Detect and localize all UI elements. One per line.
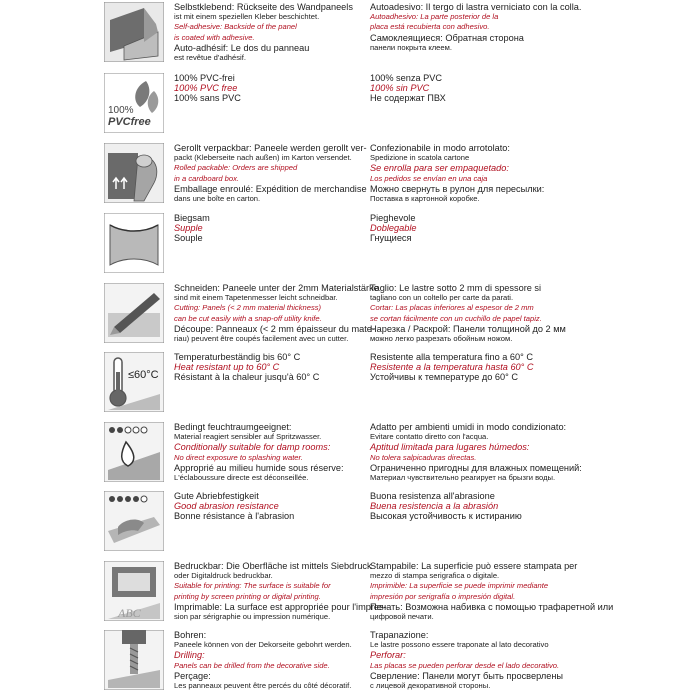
feature-line: Сверление: Панели могут быть просверлены (370, 670, 564, 681)
feature-text-left (174, 352, 319, 383)
feature-line: Bohren: (174, 630, 207, 640)
feature-line: Rolled packable: Orders are shipped (174, 163, 298, 173)
feature-line: Устойчивы к температуре до 60° C (370, 372, 518, 383)
feature-line: Se enrolla para ser empaquetado: (370, 163, 509, 174)
feature-line: Approprié au milieu humide sous réserve: (174, 462, 344, 473)
temperature-limit-label: ≤60°C (128, 369, 159, 381)
feature-line: ist mit einem speziellen Kleber beschichtet. (174, 12, 320, 22)
feature-text-left (174, 2, 353, 63)
feature-line: No direct exposure to splashing water. (174, 452, 303, 462)
feature-line: Drilling: (174, 650, 205, 661)
feature-line: Biegsam (174, 213, 210, 223)
feature-line: Self-adhesive: Backside of the panel (174, 22, 297, 32)
pvc-free-icon (104, 73, 164, 133)
feature-line: Pieghevole (370, 213, 416, 223)
feature-line: Печать: Возможна набивка с помощью трафаретной или (370, 601, 614, 612)
feature-text-left (174, 213, 210, 244)
feature-line: Самоклеящиеся: Обратная сторона (370, 32, 524, 43)
feature-line: Paneele können von der Dekorseite gebohrt werden. (174, 640, 352, 650)
drilling-icon (104, 630, 164, 690)
feature-line: Adatto per ambienti umidi in modo condizionato: (370, 422, 567, 432)
feature-line: цифровой печати. (370, 612, 434, 622)
feature-line: Bonne résistance à l'abrasion (174, 511, 295, 522)
feature-line: Conditionally suitable for damp rooms: (174, 442, 331, 453)
feature-line: Le lastre possono essere traponate al lato decorativo (370, 640, 549, 650)
feature-line: dans une boîte en carton. (174, 194, 261, 204)
feature-line: Résistant à la chaleur jusqu'à 60° C (174, 372, 320, 383)
feature-line: Высокая устойчивость к истиранию (370, 511, 522, 522)
feature-line: L'éclaboussure directe est déconseillée. (174, 473, 309, 483)
feature-line: sind mit einem Tapetenmesser leicht schneidbar. (174, 293, 338, 303)
feature-line: Découpe: Panneaux (< 2 mm épaisseur du mate- (174, 323, 375, 334)
feature-line: printing by screen printing or digital printing. (174, 591, 321, 601)
feature-line: Поставка в картонной коробке. (370, 194, 480, 204)
feature-line: Souple (174, 233, 203, 244)
feature-text-right (370, 491, 522, 522)
feature-line: Ограниченно пригодны для влажных помещений: (370, 462, 582, 473)
self-adhesive-icon (104, 2, 164, 62)
feature-text-left (174, 630, 352, 691)
feature-line: Spedizione in scatola cartone (370, 153, 470, 163)
feature-text-right (370, 73, 446, 104)
feature-line: placa está recubierta con adhesivo. (370, 22, 490, 32)
feature-text-right (370, 422, 582, 483)
feature-line: Suitable for printing: The surface is suitable for (174, 581, 331, 591)
feature-line: панели покрыта клеем. (370, 42, 452, 52)
feature-line: Panels can be drilled from the decorative side. (174, 660, 330, 670)
feature-line: 100% senza PVC (370, 73, 443, 83)
feature-line: 100% PVC free (174, 83, 238, 94)
feature-line: Les panneaux peuvent être percés du côté décoratif. (174, 681, 352, 691)
print-sample-text: ABC (118, 606, 141, 620)
feature-line: oder Digitaldruck bedruckbar. (174, 571, 273, 581)
feature-line: Confezionabile in modo arrotolato: (370, 143, 510, 153)
feature-line: Perçage: (174, 670, 211, 681)
feature-line: Нарезка / Раскрой: Панели толщиной до 2 мм (370, 323, 566, 334)
feature-text-right (370, 561, 613, 622)
feature-line: Selbstklebend: Rückseite des Wandpaneels (174, 2, 353, 12)
feature-line: No tolera salpicaduras directas. (370, 452, 477, 462)
feature-line: Emballage enroulé: Expédition de merchandise (174, 183, 367, 194)
feature-line: Perforar: (370, 650, 406, 661)
damp-room-icon (104, 422, 164, 482)
feature-line: riau) peuvent être coupés facilement avec un cutter. (174, 334, 349, 344)
feature-line: Stampabile: La superficie può essere stampata per (370, 561, 578, 571)
feature-text-left (174, 143, 367, 204)
feature-text-right (370, 213, 417, 244)
feature-text-right (370, 630, 563, 691)
feature-line: Imprimible: La superficie se puede imprimir mediante (370, 581, 549, 591)
feature-line: Не содержат ПВХ (370, 93, 446, 104)
feature-line: packt (Kleberseite nach außen) im Karton versendet. (174, 153, 352, 163)
feature-line: Resistente a la temperatura hasta 60° C (370, 362, 534, 373)
feature-text-left (174, 422, 344, 483)
feature-line: Good abrasion resistance (174, 501, 279, 512)
feature-line: is coated with adhesive. (174, 32, 255, 42)
feature-line: tagliano con un coltello per carte da parati. (370, 293, 514, 303)
feature-line: Материал чувствительно реагирует на брызги воды. (370, 473, 556, 483)
feature-text-right (370, 2, 581, 53)
flexible-icon (104, 213, 164, 273)
feature-text-left (174, 283, 379, 344)
feature-line: 100% PVC-frei (174, 73, 235, 83)
feature-line: Cortar: Las placas inferiores al espesor de 2 mm (370, 303, 534, 313)
feature-text-right (370, 352, 534, 383)
feature-line: Heat resistant up to 60° C (174, 362, 280, 373)
feature-line: Taglio: Le lastre sotto 2 mm di spessore si (370, 283, 542, 293)
feature-line: 100% sin PVC (370, 83, 430, 94)
feature-line: Gerollt verpackbar: Paneele werden gerollt ver- (174, 143, 367, 153)
pvc-percent-label: 100% (108, 105, 134, 116)
feature-line: Autoadesivo: Il tergo di lastra verniciato con la colla. (370, 2, 582, 12)
feature-line: Temperaturbeständig bis 60° C (174, 352, 301, 362)
feature-line: in a cardboard box. (174, 173, 240, 183)
feature-line: can be cut easily with a snap-off utility knife. (174, 313, 322, 323)
feature-text-right (370, 143, 544, 204)
pvc-free-label: PVCfree (108, 116, 151, 128)
feature-line: 100% sans PVC (174, 93, 241, 104)
feature-line: Los pedidos se envían en una caja (370, 173, 488, 183)
feature-line: est revêtue d'adhésif. (174, 53, 246, 63)
feature-line: Autoadhesivo: La parte posterior de la (370, 12, 499, 22)
feature-line: Bedingt feuchtraumgeeignet: (174, 422, 292, 432)
abrasion-icon (104, 491, 164, 551)
feature-line: Gute Abriebfestigkeit (174, 491, 259, 501)
feature-line: Schneiden: Paneele unter der 2mm Materialstärke (174, 283, 379, 293)
feature-text-left (174, 561, 387, 622)
feature-text-left (174, 491, 294, 522)
feature-line: Doblegable (370, 223, 417, 234)
feature-line: Evitare contatto diretto con l'acqua. (370, 432, 489, 442)
thermometer-icon (104, 352, 164, 412)
cutting-knife-icon (104, 283, 164, 343)
feature-line: mezzo di stampa serigrafica o digitale. (370, 571, 500, 581)
feature-line: с лицевой декоративной стороны. (370, 681, 491, 691)
feature-line: Bedruckbar: Die Oberfläche ist mittels Siebdruck (174, 561, 372, 571)
feature-line: Resistente alla temperatura fino a 60° C (370, 352, 534, 362)
feature-line: Material reagiert sensibler auf Spritzwasser. (174, 432, 322, 442)
feature-line: Imprimable: La surface est appropriée pour l'impres- (174, 601, 387, 612)
feature-line: Buona resistenza all'abrasione (370, 491, 495, 501)
feature-line: Гнущиеся (370, 233, 412, 244)
feature-line: Buena resistencia a la abrasión (370, 501, 499, 512)
feature-line: se cortan fácilmente con un cuchillo de papel tapiz. (370, 313, 542, 323)
feature-line: Cutting: Panels (< 2 mm material thickness) (174, 303, 322, 313)
rolled-package-icon (104, 143, 164, 203)
feature-text-left (174, 73, 241, 104)
feature-line: sion par sérigraphie ou impression numérique. (174, 612, 331, 622)
feature-text-right (370, 283, 566, 344)
feature-line: impresión por serigrafía o impresión digital. (370, 591, 516, 601)
feature-line: Auto-adhésif: Le dos du panneau (174, 42, 310, 53)
feature-line: Supple (174, 223, 203, 234)
feature-line: можно легко разрезать обойным ножом. (370, 334, 513, 344)
printable-icon (104, 561, 164, 621)
feature-line: Trapanazione: (370, 630, 429, 640)
feature-line: Можно свернуть в рулон для пересылки: (370, 183, 545, 194)
feature-line: Aptitud limitada para lugares húmedos: (370, 442, 530, 453)
feature-line: Las placas se pueden perforar desde el lado decorativo. (370, 660, 560, 670)
